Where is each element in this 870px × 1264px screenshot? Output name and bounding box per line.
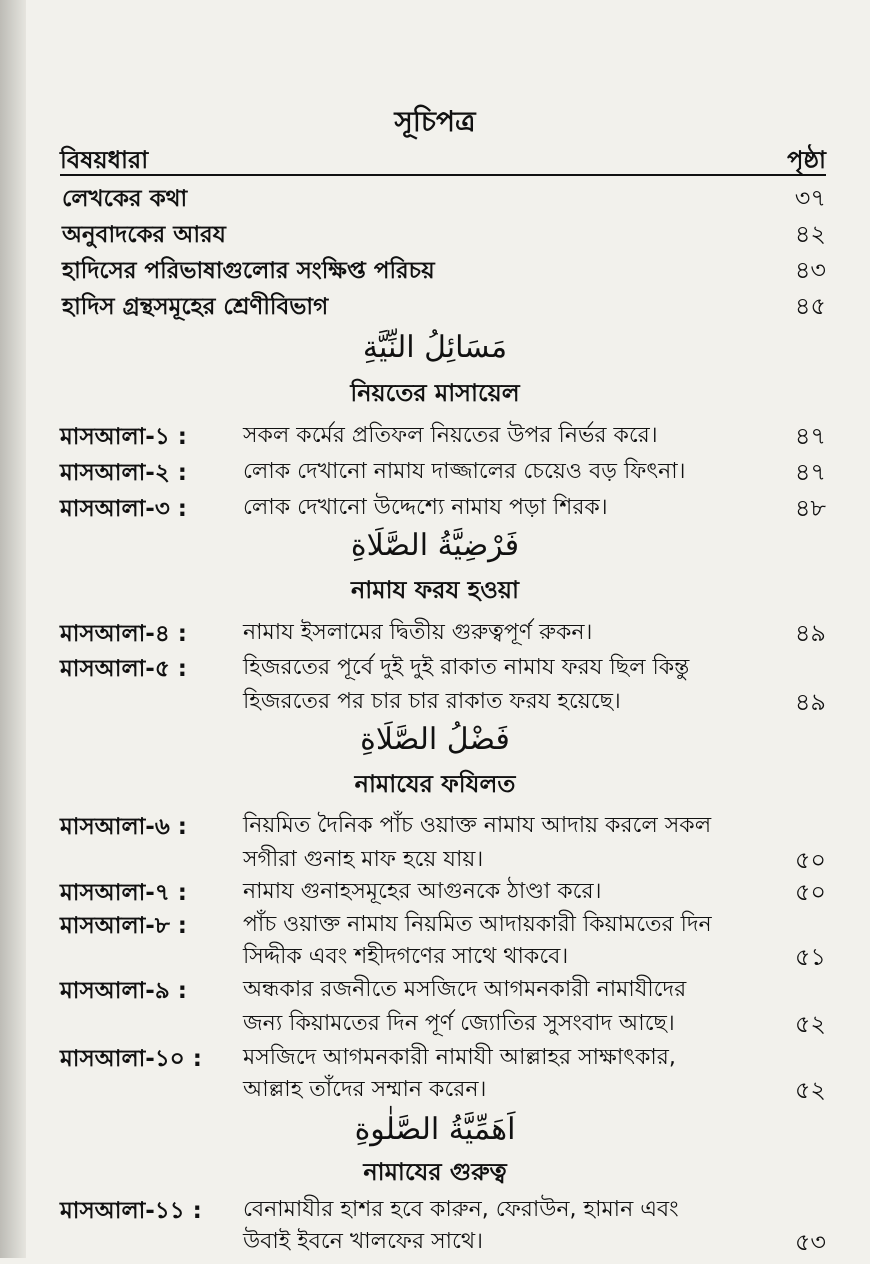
masala-label: মাসআলা-১১ :: [60, 1198, 202, 1224]
masala-page: ৪৯: [794, 688, 826, 716]
masala-label: মাসআলা-২ :: [60, 460, 187, 486]
masala-label: মাসআলা-৮ :: [60, 913, 187, 939]
toc-entry-page: ৪২: [794, 220, 826, 248]
page-gutter-shadow: [0, 0, 26, 1258]
column-header-page: পৃষ্ঠা: [787, 146, 826, 174]
masala-page: ৫২: [794, 1076, 826, 1104]
masala-label: মাসআলা-৪ :: [60, 621, 187, 647]
masala-label: মাসআলা-৫ :: [60, 656, 187, 682]
toc-entry-label: অনুবাদকের আরয: [62, 222, 226, 248]
toc-entry-label: হাদিস গ্রন্থসমূহের শ্রেণীবিভাগ: [62, 294, 329, 320]
masala-label: মাসআলা-৬ :: [60, 814, 187, 840]
section-arabic-heading: مَسَائِلُ النِّيَّةِ: [362, 330, 508, 365]
masala-page: ৫১: [794, 943, 826, 971]
masala-page: ৫৩: [794, 1228, 826, 1256]
masala-text: অন্ধকার রজনীতে মসজিদে আগমনকারী নামাযীদের: [243, 977, 687, 1002]
toc-entry-page: ৩৭: [794, 184, 826, 212]
page-title: সূচিপত্র: [394, 105, 476, 138]
toc-entry-label: লেখকের কথা: [62, 186, 188, 212]
masala-page: ৪৯: [794, 619, 826, 647]
masala-text: সিদ্দীক এবং শহীদগণের সাথে থাকবে।: [243, 944, 569, 969]
masala-label: মাসআলা-১০ :: [60, 1046, 202, 1072]
masala-text: লোক দেখানো উদ্দেশ্যে নামায পড়া শিরক।: [243, 495, 608, 520]
masala-page: ৪৮: [794, 494, 826, 522]
section-title: নামাযের ফযিলত: [354, 770, 516, 798]
section-title: নামাযের গুরুত্ব: [363, 1158, 507, 1186]
section-title: নিয়তের মাসায়েল: [350, 379, 520, 407]
section-arabic-heading: فَضْلُ الصَّلَاةِ: [360, 722, 510, 757]
masala-text: আল্লাহ তাঁদের সম্মান করেন।: [243, 1077, 487, 1102]
section-arabic-heading: فَرْضِيَّةُ الصَّلَاةِ: [350, 528, 520, 563]
masala-page: ৪৭: [794, 458, 826, 486]
toc-entry-label: হাদিসের পরিভাষাগুলোর সংক্ষিপ্ত পরিচয়: [62, 258, 435, 284]
masala-text: জন্য কিয়ামতের দিন পূর্ণ জ্যোতির সুসংবাদ আছে।: [243, 1011, 675, 1036]
masala-label: মাসআলা-১ :: [60, 424, 187, 450]
masala-label: মাসআলা-৭ :: [60, 880, 187, 906]
masala-text: হিজরতের পূর্বে দুই দুই রাকাত নামায ফরয ছিল কিন্তু: [243, 655, 690, 680]
toc-entry-page: ৪৫: [794, 292, 826, 320]
masala-text: সকল কর্মের প্রতিফল নিয়তের উপর নির্ভর করে।: [243, 423, 658, 448]
masala-page: ৫২: [794, 1010, 826, 1038]
masala-text: মসজিদে আগমনকারী নামাযী আল্লাহর সাক্ষাৎকার,: [243, 1045, 676, 1070]
masala-text: উবাই ইবনে খালফের সাথে।: [243, 1229, 483, 1254]
masala-text: সগীরা গুনাহ মাফ হয়ে যায়।: [243, 847, 484, 872]
masala-text: নামায ইসলামের দ্বিতীয় গুরুত্বপূর্ণ রুকন।: [243, 620, 593, 645]
masala-text: হিজরতের পর চার চার রাকাত ফরয হয়েছে।: [243, 689, 621, 714]
section-arabic-heading: اَهَمِّيَّةُ الصَّلٰوةِ: [354, 1112, 516, 1147]
section-title: নামায ফরয হওয়া: [350, 576, 520, 604]
masala-label: মাসআলা-৩ :: [60, 496, 187, 522]
masala-text: পাঁচ ওয়াক্ত নামায নিয়মিত আদায়কারী কিয়ামতের দিন: [243, 912, 712, 937]
column-header-subject: বিষয়ধারা: [60, 146, 149, 174]
masala-text: নিয়মিত দৈনিক পাঁচ ওয়াক্ত নামায আদায় করলে সকল: [243, 813, 712, 838]
masala-page: ৪৭: [794, 422, 826, 450]
masala-page: ৫০: [794, 846, 826, 874]
masala-text: নামায গুনাহসমূহের আগুনকে ঠাণ্ডা করে।: [243, 879, 602, 904]
masala-label: মাসআলা-৯ :: [60, 978, 187, 1004]
header-divider: [60, 174, 826, 176]
masala-text: বেনামাযীর হাশর হবে কারুন, ফেরাউন, হামান এবং: [243, 1197, 679, 1222]
masala-text: লোক দেখানো নামায দাজ্জালের চেয়েও বড় ফিৎনা।: [243, 459, 686, 484]
toc-entry-page: ৪৩: [794, 256, 826, 284]
masala-page: ৫০: [794, 878, 826, 906]
